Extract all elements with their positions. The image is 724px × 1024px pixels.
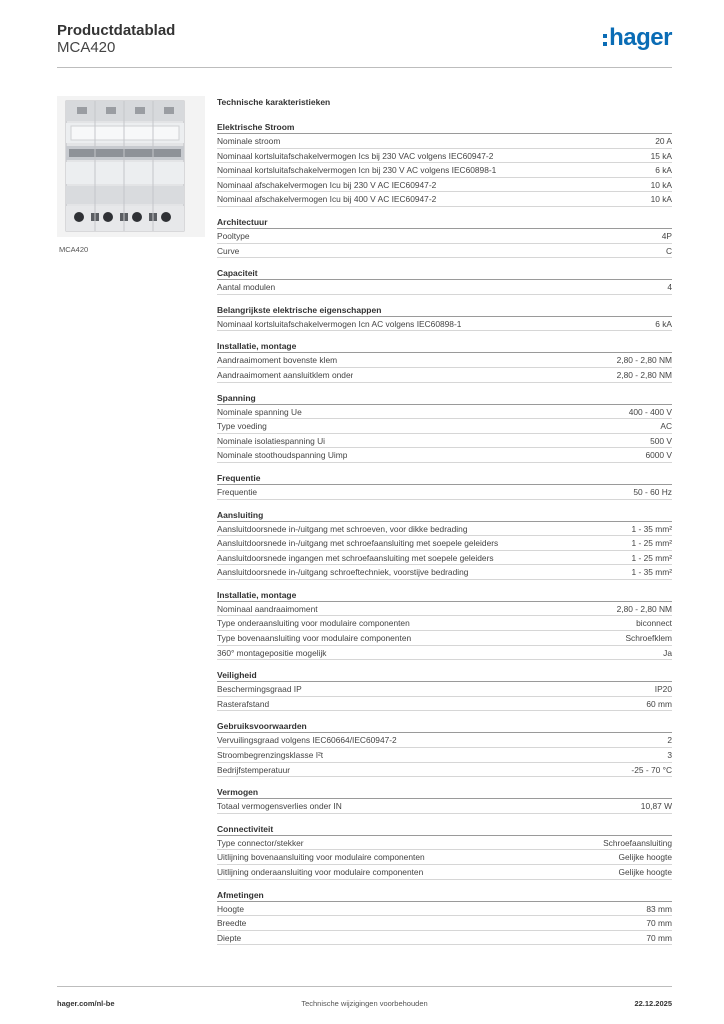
spec-row <box>217 865 672 880</box>
spec-label: Curve <box>217 245 240 256</box>
spec-section <box>217 889 672 946</box>
spec-row <box>217 733 672 748</box>
section-heading: Gebruiksvoorwaarden <box>217 720 672 733</box>
spec-section <box>217 340 672 382</box>
spec-row <box>217 434 672 449</box>
spec-value: Gelijke hoogte <box>618 867 672 877</box>
spec-section <box>217 267 672 295</box>
specifications-title: Technische karakteristieken <box>217 97 331 107</box>
spec-section <box>217 720 672 777</box>
spec-value: 6000 V <box>645 450 672 461</box>
spec-value: Ja <box>663 647 672 658</box>
spec-value: 6 kA <box>655 318 672 329</box>
spec-label: Bedrijfstemperatuur <box>217 764 291 775</box>
spec-row <box>217 602 672 617</box>
spec-row <box>217 682 672 697</box>
spec-value: 60 mm <box>646 698 672 709</box>
spec-row <box>217 192 672 207</box>
spec-section <box>217 669 672 711</box>
spec-value: 70 mm <box>646 932 672 943</box>
section-heading: Capaciteit <box>217 267 672 280</box>
spec-label: Breedte <box>217 918 247 929</box>
spec-section <box>217 121 672 207</box>
spec-label: Diepte <box>217 932 242 943</box>
product-reference: MCA420 <box>57 39 116 56</box>
spec-label: Aandraaimoment aansluitklem onder <box>217 369 354 380</box>
section-heading: Aansluiting <box>217 509 672 522</box>
spec-value: 1 - 35 mm² <box>631 523 672 534</box>
spec-section <box>217 589 672 660</box>
spec-value: 4P <box>661 230 672 241</box>
spec-row <box>217 748 672 763</box>
section-heading: Vermogen <box>217 786 672 799</box>
spec-section <box>217 216 672 258</box>
spec-row <box>217 522 672 537</box>
spec-value: 15 kA <box>650 150 672 161</box>
spec-label: Nominaal aandraaimoment <box>217 603 318 614</box>
spec-label: Totaal vermogensverlies onder IN <box>217 801 342 812</box>
spec-row <box>217 448 672 463</box>
spec-row <box>217 646 672 661</box>
spec-label: Type connector/stekker <box>217 837 304 848</box>
spec-label: Rasterafstand <box>217 698 270 709</box>
product-image <box>57 96 205 237</box>
spec-section <box>217 786 672 814</box>
spec-value: 10,87 W <box>640 801 672 812</box>
spec-value: 10 kA <box>650 179 672 190</box>
spec-label: Stroombegrenzingsklasse I²t <box>217 750 324 761</box>
spec-value: 50 - 60 Hz <box>633 486 672 497</box>
spec-value: 1 - 25 mm² <box>631 552 672 563</box>
spec-row <box>217 565 672 580</box>
spec-label: Aansluitdoorsnede in-/uitgang met schroefaansluiting met soepele geleiders <box>217 538 499 549</box>
spec-value: IP20 <box>654 684 672 695</box>
spec-row <box>217 916 672 931</box>
spec-row <box>217 902 672 917</box>
spec-section <box>217 392 672 463</box>
spec-label: Aantal modulen <box>217 282 276 293</box>
spec-value: 83 mm <box>646 903 672 914</box>
spec-value: Schroefklem <box>625 633 672 644</box>
spec-section <box>217 823 672 880</box>
spec-row <box>217 353 672 368</box>
spec-value: 2 <box>667 735 672 746</box>
section-heading: Veiligheid <box>217 669 672 682</box>
spec-label: Aandraaimoment bovenste klem <box>217 355 338 366</box>
spec-label: Uitlijning onderaansluiting voor modulaire componenten <box>217 867 424 877</box>
spec-value: biconnect <box>636 618 672 629</box>
spec-row <box>217 536 672 551</box>
spec-row <box>217 368 672 383</box>
spec-value: 6 kA <box>655 165 672 176</box>
section-heading: Connectiviteit <box>217 823 672 836</box>
spec-label: Nominaal afschakelvermogen Icu bij 230 V AC IEC60947-2 <box>217 179 437 190</box>
document-date: 22.12.2025 <box>634 999 672 1008</box>
logo-text: hager <box>609 24 672 51</box>
spec-row <box>217 178 672 193</box>
page-footer <box>57 986 672 1010</box>
spec-value: 500 V <box>650 435 672 446</box>
section-heading: Belangrijkste elektrische eigenschappen <box>217 304 672 317</box>
circuit-breaker-4p-icon <box>57 96 205 237</box>
spec-label: Nominaal kortsluitafschakelvermogen Icn bij 230 V AC volgens IEC60898-1 <box>217 165 497 176</box>
specification-sections <box>217 121 672 945</box>
spec-row <box>217 229 672 244</box>
spec-row <box>217 317 672 332</box>
spec-label: Type bovenaansluiting voor modulaire componenten <box>217 633 412 644</box>
spec-value: Schroefaansluiting <box>603 837 672 848</box>
spec-row <box>217 163 672 178</box>
spec-value: 10 kA <box>650 194 672 205</box>
spec-value: 20 A <box>655 136 672 146</box>
spec-section <box>217 472 672 500</box>
spec-section <box>217 304 672 332</box>
spec-label: Type voeding <box>217 421 267 432</box>
spec-value: -25 - 70 °C <box>631 764 672 775</box>
spec-value: Gelijke hoogte <box>618 852 672 863</box>
spec-label: Vervuilingsgraad volgens IEC60664/IEC60947-2 <box>217 735 397 746</box>
technical-specifications <box>217 96 672 954</box>
spec-value: 2,80 - 2,80 NM <box>616 603 672 614</box>
spec-row <box>217 836 672 851</box>
disclaimer: Technische wijzigingen voorbehouden <box>301 999 428 1008</box>
spec-label: Nominaal afschakelvermogen Icu bij 400 V AC IEC60947-2 <box>217 194 437 205</box>
spec-row <box>217 763 672 778</box>
spec-label: 360° montagepositie mogelijk <box>217 647 327 658</box>
spec-label: Type onderaansluiting voor modulaire componenten <box>217 618 410 629</box>
section-heading: Elektrische Stroom <box>217 121 672 134</box>
spec-value: 1 - 35 mm² <box>631 567 672 578</box>
spec-label: Nominale stoothoudspanning Uimp <box>217 450 348 461</box>
section-heading: Architectuur <box>217 216 672 229</box>
spec-value: 4 <box>667 282 672 293</box>
website-link[interactable]: hager.com/nl-be <box>57 999 115 1008</box>
section-heading: Frequentie <box>217 472 672 485</box>
spec-value: 2,80 - 2,80 NM <box>616 369 672 380</box>
spec-label: Aansluitdoorsnede ingangen met schroefaansluiting met soepele geleiders <box>217 552 494 563</box>
spec-row <box>217 149 672 164</box>
spec-value: 1 - 25 mm² <box>631 538 672 549</box>
spec-value: 70 mm <box>646 918 672 929</box>
section-heading: Installatie, montage <box>217 589 672 602</box>
spec-row <box>217 551 672 566</box>
spec-label: Beschermingsgraad IP <box>217 684 302 695</box>
spec-label: Uitlijning bovenaansluiting voor modulaire componenten <box>217 852 425 863</box>
spec-label: Pooltype <box>217 230 250 241</box>
spec-value: 400 - 400 V <box>628 406 672 417</box>
page-title: Productdatablad <box>57 22 176 39</box>
spec-row <box>217 799 672 814</box>
spec-row <box>217 419 672 434</box>
spec-label: Aansluitdoorsnede in-/uitgang met schroeven, voor dikke bedrading <box>217 523 468 534</box>
section-heading: Spanning <box>217 392 672 405</box>
spec-row <box>217 134 672 149</box>
product-image-caption: MCA420 <box>59 245 89 254</box>
hager-logo <box>603 26 672 50</box>
spec-row <box>217 850 672 865</box>
spec-label: Frequentie <box>217 486 258 497</box>
spec-label: Nominaal kortsluitafschakelvermogen Icn AC volgens IEC60898-1 <box>217 318 462 329</box>
spec-value: 2,80 - 2,80 NM <box>616 355 672 366</box>
spec-label: Nominaal kortsluitafschakelvermogen Ics bij 230 VAC volgens IEC60947-2 <box>217 150 494 161</box>
section-heading: Afmetingen <box>217 889 672 902</box>
spec-section <box>217 509 672 580</box>
page-header <box>57 22 672 68</box>
spec-row <box>217 631 672 646</box>
spec-value: 3 <box>667 750 672 761</box>
spec-row <box>217 280 672 295</box>
logo-dots-icon <box>603 34 607 46</box>
spec-value: AC <box>660 421 672 432</box>
spec-label: Nominale spanning Ue <box>217 406 302 417</box>
spec-label: Aansluitdoorsnede in-/uitgang schroeftechniek, voorstijve bedrading <box>217 567 469 578</box>
spec-value: C <box>665 245 672 256</box>
spec-label: Nominale stroom <box>217 136 281 146</box>
spec-row <box>217 405 672 420</box>
section-heading: Installatie, montage <box>217 340 672 353</box>
spec-label: Hoogte <box>217 903 245 914</box>
spec-row <box>217 931 672 946</box>
spec-row <box>217 697 672 712</box>
spec-row <box>217 244 672 259</box>
spec-row <box>217 485 672 500</box>
spec-row <box>217 616 672 631</box>
spec-label: Nominale isolatiespanning Ui <box>217 435 326 446</box>
